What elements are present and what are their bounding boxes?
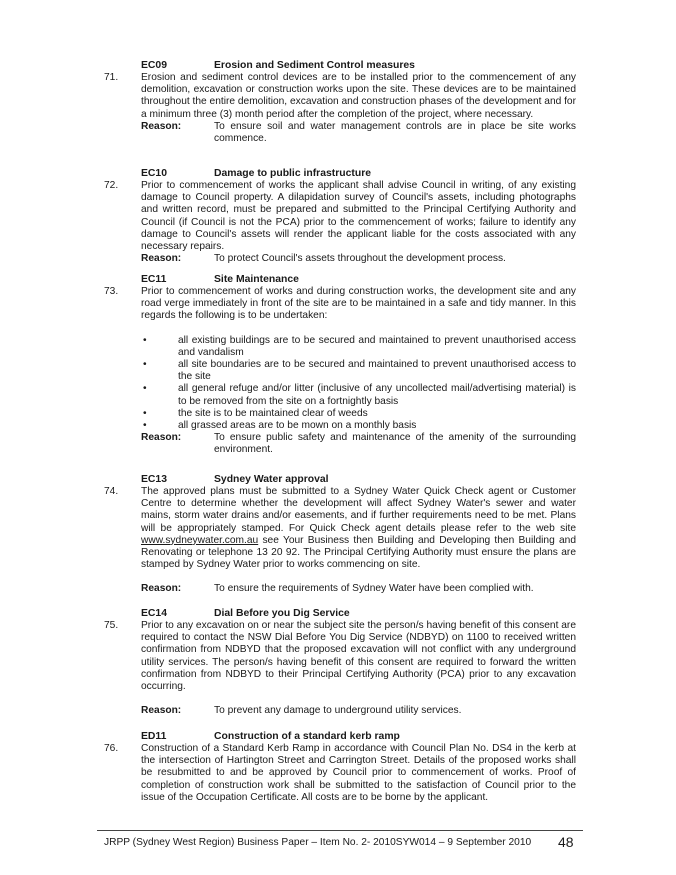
condition-section-ec14 — [104, 607, 576, 717]
section-code: EC09 — [141, 60, 167, 71]
condition-item — [104, 620, 576, 693]
footer-divider — [97, 830, 583, 831]
list-item-text: all site boundaries are to be secured and maintained to prevent unauthorised access to the site — [178, 359, 576, 383]
list-item — [141, 383, 576, 407]
condition-number: 76. — [104, 743, 119, 754]
condition-text: Prior to commencement of works and during construction works, the development site and any road verge immediately in front of the site are to be maintained in a safe and tidy manner. In this regards the following is to be undertaken: — [141, 286, 576, 322]
list-item-text: all general refuge and/or litter (inclusive of any uncollected mail/advertising material) is to be removed from the site on a fortnightly basis — [178, 383, 576, 407]
section-code: EC13 — [141, 474, 167, 485]
reason-text: To prevent any damage to underground utility services. — [214, 705, 462, 717]
requirement-list — [141, 335, 576, 433]
condition-section-ec13 — [104, 473, 576, 596]
section-heading — [104, 730, 576, 743]
list-item-text: all grassed areas are to be mown on a monthly basis — [178, 420, 417, 432]
reason-block — [141, 583, 576, 595]
bullet-icon: • — [143, 334, 147, 346]
reason-block — [141, 253, 576, 265]
reason-block — [141, 432, 576, 456]
condition-item — [104, 180, 576, 253]
condition-number: 74. — [104, 486, 119, 497]
condition-number: 72. — [104, 180, 119, 191]
condition-section-ed11 — [104, 730, 576, 804]
condition-section-ec09 — [104, 59, 576, 145]
condition-text: Construction of a Standard Kerb Ramp in accordance with Council Plan No. DS4 in the kerb at the intersection of Hartington Street and Carrington Street. Details of the proposed works shall be resubmitted to and be approved by Council prior to commencement of works. Proof of completion of construction work shall be submitted to the satisfaction of Council prior to the issue of the Occupation Certificate. All costs are to be borne by the applicant. — [141, 743, 576, 803]
condition-number: 71. — [104, 72, 119, 83]
reason-label: Reason: — [141, 583, 182, 595]
sydney-water-link[interactable]: www.sydneywater.com.au — [141, 534, 259, 546]
condition-section-ec10 — [104, 167, 576, 265]
bullet-icon: • — [143, 420, 147, 432]
condition-text: Erosion and sediment control devices are to be installed prior to the commencement of any demolition, excavation or construction works upon the site. These devices are to be maintained throughout the entire demolition, excavation and construction phases of the development and for a minimum three (3) month period after the completion of the project, where necessary. — [141, 72, 576, 120]
reason-block — [141, 121, 576, 145]
section-title: Erosion and Sediment Control measures — [214, 60, 415, 71]
reason-text: To ensure public safety and maintenance of the amenity of the surrounding environment. — [214, 432, 576, 456]
reason-label: Reason: — [141, 705, 182, 717]
section-heading — [104, 167, 576, 180]
page-number: 48 — [558, 834, 574, 850]
reason-label: Reason: — [141, 432, 182, 444]
section-code: EC10 — [141, 168, 167, 179]
list-item — [141, 359, 576, 383]
section-code: EC14 — [141, 608, 167, 619]
reason-block — [141, 705, 576, 717]
bullet-icon: • — [143, 383, 147, 395]
list-item-text: all existing buildings are to be secured and maintained to prevent unauthorised access and vandalism — [178, 334, 576, 358]
section-heading — [104, 473, 576, 486]
bullet-icon: • — [143, 359, 147, 371]
condition-text — [141, 486, 576, 571]
section-heading — [104, 59, 576, 72]
condition-item — [104, 743, 576, 804]
reason-text: To protect Council's assets throughout the development process. — [214, 253, 506, 265]
condition-text: Prior to any excavation on or near the subject site the person/s having benefit of this consent are required to contact the NSW Dial Before You Dig Service (NDBYD) on 1100 to received written confirmation from NDBYD that the proposed excavation will not conflict with any underground utility services. The person/s having benefit of this consent are required to forward the written confirmation from NDBYD to their Principal Certifying Authority (PCA) prior to any excavation occurring. — [141, 620, 576, 693]
condition-section-ec11 — [104, 273, 576, 457]
condition-text-part: see Your Business then Building and Developing then Building and Renovating or telephone 13 20 92. The Principal Certifying Authority must ensure the plans are stamped by Sydney Water prior to works commencing on site. — [141, 534, 576, 571]
section-code: ED11 — [141, 731, 167, 742]
section-title: Dial Before you Dig Service — [214, 608, 350, 619]
reason-text: To ensure the requirements of Sydney Water have been complied with. — [214, 583, 534, 595]
list-item — [141, 420, 576, 432]
reason-label: Reason: — [141, 253, 182, 265]
bullet-icon: • — [143, 407, 147, 419]
section-title: Site Maintenance — [214, 274, 299, 285]
list-item — [141, 408, 576, 420]
section-title: Construction of a standard kerb ramp — [214, 731, 400, 742]
condition-item — [104, 286, 576, 323]
reason-label: Reason: — [141, 120, 182, 132]
section-heading — [104, 607, 576, 620]
reason-text: To ensure soil and water management controls are in place be site works commence. — [214, 120, 576, 145]
list-item — [141, 335, 576, 359]
condition-item — [104, 72, 576, 121]
section-heading — [104, 273, 576, 286]
condition-number: 75. — [104, 620, 119, 631]
list-item-text: the site is to be maintained clear of weeds — [178, 407, 368, 419]
condition-item — [104, 486, 576, 571]
condition-number: 73. — [104, 286, 119, 297]
footer-text: JRPP (Sydney West Region) Business Paper – Item No. 2- 2010SYW014 – 9 September 2010 — [104, 837, 532, 848]
condition-text-part: The approved plans must be submitted to a Sydney Water Quick Check agent or Customer Centre to determine whether the development will affect Sydney Water's sewer and water mains, storm water drains and/or easements, and if further requirements need to be met. Plans will be appropriately stamped. For Quick Check agent details please refer to the web site — [141, 486, 576, 534]
section-title: Sydney Water approval — [214, 474, 329, 485]
condition-text: Prior to commencement of works the applicant shall advise Council in writing, of any existing damage to Council property. A dilapidation survey of Council's assets, including photographs and written record, must be prepared and submitted to the Principal Certifying Authority and Council (if Council is not the PCA) prior to the commencement of works; failure to identify any damage to Council's assets will render the applicant liable for the costs associated with any necessary repairs. — [141, 180, 576, 253]
section-title: Damage to public infrastructure — [214, 168, 372, 179]
section-code: EC11 — [141, 274, 167, 285]
